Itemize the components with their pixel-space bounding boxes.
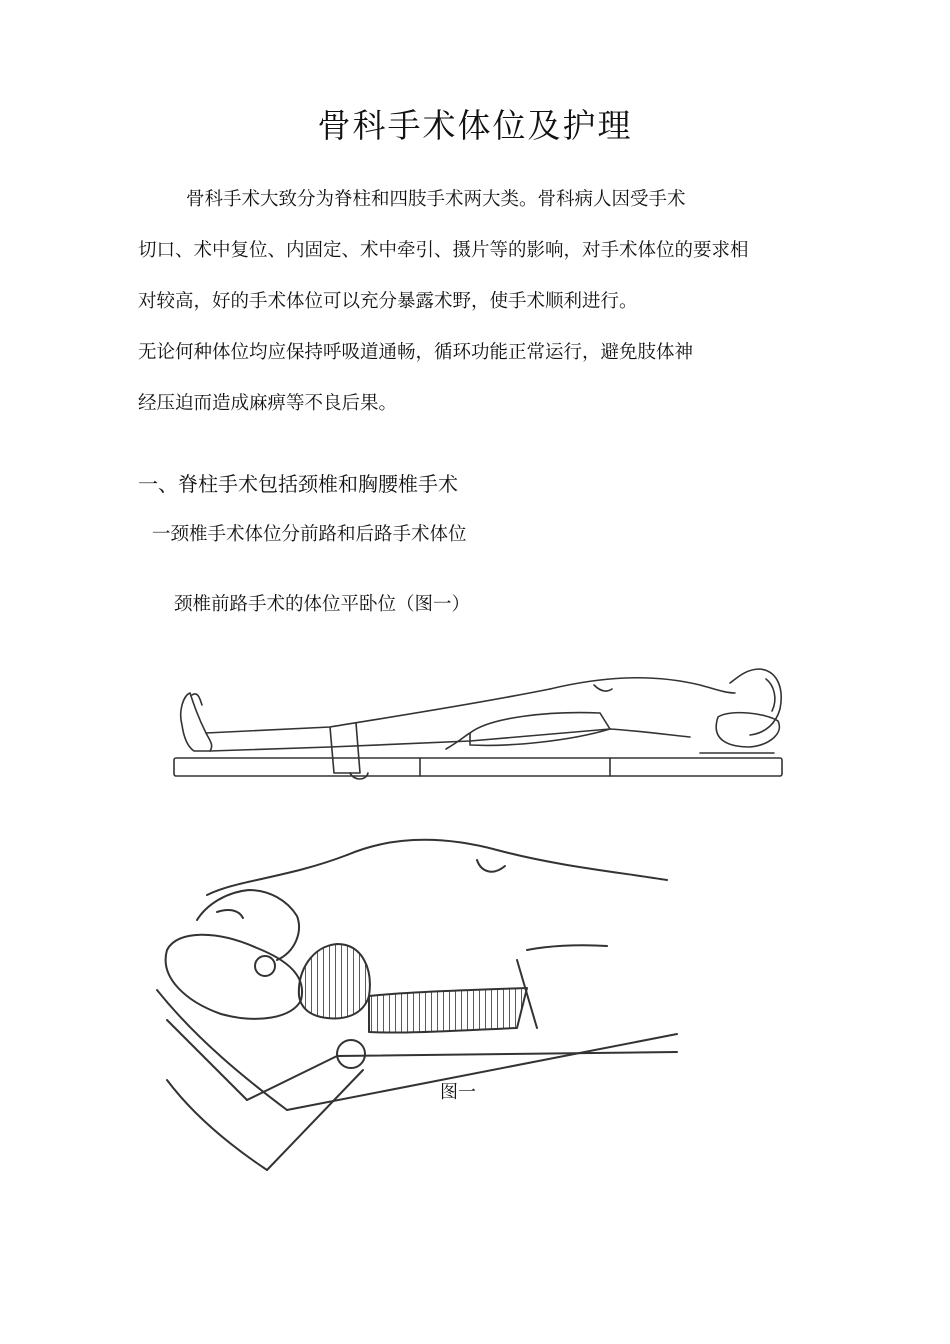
figure-intro: 颈椎前路手术的体位平卧位（图一） bbox=[174, 594, 471, 615]
sub-heading: 一颈椎手术体位分前路和后路手术体位 bbox=[152, 524, 467, 545]
section-heading: 一、脊柱手术包括颈椎和胸腰椎手术 bbox=[138, 472, 458, 496]
intro-line-5: 经压迫而造成麻痹等不良后果。 bbox=[138, 393, 398, 414]
intro-line-4: 无论何种体位均应保持呼吸道通畅，循环功能正常运行，避免肢体神 bbox=[138, 342, 694, 363]
intro-line-2: 切口、术中复位、内固定、术中牵引、摄片等的影响，对手术体位的要求相 bbox=[138, 240, 749, 261]
intro-line-1: 骨科手术大致分为脊柱和四肢手术两大类。骨科病人因受手术 bbox=[186, 189, 686, 210]
figure-caption: 图一 bbox=[440, 1082, 476, 1103]
intro-line-3: 对较高，好的手术体位可以充分暴露术野，使手术顺利进行。 bbox=[138, 291, 638, 312]
page-title: 骨科手术体位及护理 bbox=[317, 106, 633, 145]
supine-position-illustration bbox=[170, 655, 795, 790]
neck-extension-illustration bbox=[137, 820, 697, 1195]
